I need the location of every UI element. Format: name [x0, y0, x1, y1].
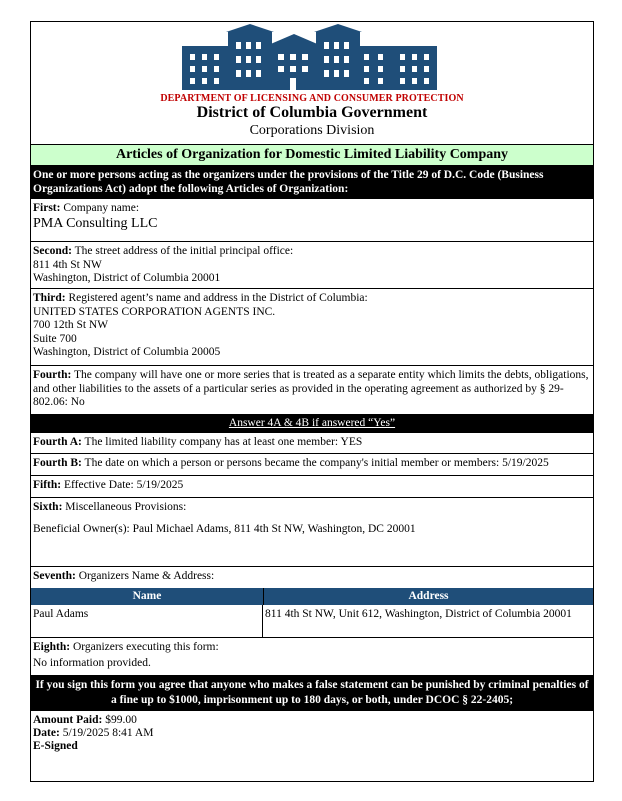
- address-column-header: Address: [264, 588, 593, 605]
- organizer-address: 811 4th St NW, Unit 612, Washington, District of Columbia 20001: [265, 608, 572, 620]
- agent-address-line1: 700 12th St NW: [33, 319, 109, 331]
- amount-label: Amount Paid:: [33, 714, 103, 726]
- company-name-value: PMA Consulting LLC: [33, 215, 158, 231]
- intro-statement: One or more persons acting as the organizers under the provisions of the Title 29 of D.C. Code (Business Organizations Act) adopt the following Articles of Organization:: [31, 166, 593, 199]
- first-label: First:: [33, 202, 61, 214]
- name-column-header: Name: [31, 588, 264, 605]
- seventh-text: Organizers Name & Address:: [75, 570, 215, 582]
- dc-building-logo-icon: [182, 24, 437, 90]
- organizers-table-header: [31, 588, 593, 605]
- organizer-name: Paul Adams: [31, 605, 263, 637]
- eighth-label: Eighth:: [33, 641, 71, 653]
- department-name: DEPARTMENT OF LICENSING AND CONSUMER PROTECTION: [160, 93, 464, 104]
- fourth-a-label: Fourth A:: [33, 436, 82, 448]
- first-section: [31, 199, 593, 242]
- fourth-b-text: The date on which a person or persons became the company's initial member or members: 5/19/2025: [81, 457, 549, 469]
- seventh-label: Seventh:: [33, 570, 76, 582]
- organizers-executing-value: No information provided.: [33, 656, 151, 669]
- fourth-a-section: [31, 433, 593, 454]
- date-value: 5/19/2025 8:41 AM: [59, 727, 154, 739]
- amount-paid: [33, 714, 591, 727]
- first-text: Company name:: [60, 202, 140, 214]
- form-page: [30, 21, 594, 782]
- eighth-section: [31, 638, 593, 675]
- fifth-text: Effective Date: 5/19/2025: [61, 479, 184, 491]
- third-label: Third:: [33, 292, 66, 304]
- sixth-section: [31, 498, 593, 567]
- signature-notice: If you sign this form you agree that anyone who makes a false statement can be punished by criminal penalties of a fine up to $1000, imprisonment up to 180 days, or both, under DCOC § 22-2405;: [31, 675, 593, 711]
- fourth-b-label: Fourth B:: [33, 457, 82, 469]
- second-section: [31, 242, 593, 289]
- form-header: [31, 22, 593, 144]
- e-signed-label: E-Signed: [33, 740, 78, 752]
- sixth-text: Miscellaneous Provisions:: [62, 501, 187, 513]
- agent-address-line3: Washington, District of Columbia 20005: [33, 346, 221, 358]
- beneficial-owner: Beneficial Owner(s): Paul Michael Adams, 811 4th St NW, Washington, DC 20001: [33, 522, 416, 535]
- amount-value: $99.00: [102, 714, 137, 726]
- form-title: Articles of Organization for Domestic Limited Liability Company: [31, 144, 593, 166]
- third-text: Registered agent’s name and address in the District of Columbia:: [65, 292, 368, 304]
- division-name: Corporations Division: [249, 123, 375, 138]
- sixth-label: Sixth:: [33, 501, 63, 513]
- principal-office-line1: 811 4th St NW: [33, 258, 102, 271]
- table-row: [31, 605, 593, 638]
- payment-footer: [31, 711, 593, 756]
- payment-date: [33, 727, 591, 740]
- government-name: District of Columbia Government: [196, 104, 428, 121]
- agent-address-line2: Suite 700: [33, 332, 77, 345]
- seventh-section: [31, 567, 593, 588]
- principal-office-line2: Washington, District of Columbia 20001: [33, 272, 221, 284]
- answer-bar-text: Answer 4A & 4B if answered “Yes”: [228, 417, 396, 429]
- fourth-section: [31, 366, 593, 414]
- fourth-a-text: The limited liability company has at least one member: YES: [81, 436, 363, 448]
- date-label: Date:: [33, 727, 60, 739]
- second-label: Second:: [33, 245, 72, 257]
- fourth-text: The company will have one or more series that is treated as a separate entity which limits the debts, obligations, and other liabilities to the assets of a particular series as provided in the operating agreement as authorized by § 29-802.06: No: [33, 369, 589, 408]
- fourth-b-section: [31, 454, 593, 476]
- second-text: The street address of the initial principal office:: [71, 245, 294, 257]
- third-section: [31, 289, 593, 366]
- fifth-section: [31, 476, 593, 498]
- fifth-label: Fifth:: [33, 479, 62, 491]
- answer-bar: [31, 414, 593, 433]
- eighth-text: Organizers executing this form:: [70, 641, 219, 653]
- agent-name: UNITED STATES CORPORATION AGENTS INC.: [33, 305, 276, 318]
- fourth-label: Fourth:: [33, 369, 72, 381]
